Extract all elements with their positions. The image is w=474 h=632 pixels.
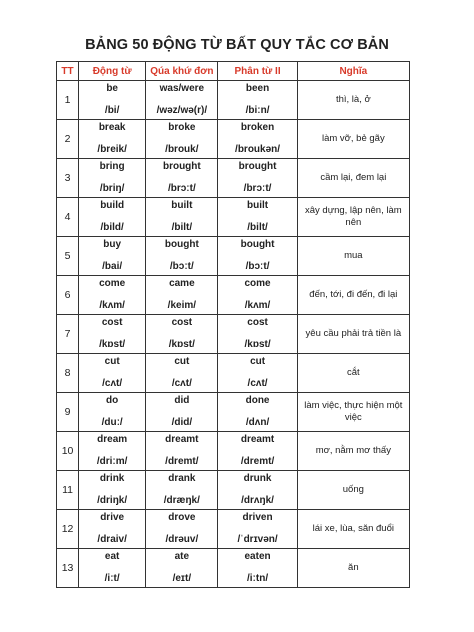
past-simple-cell xyxy=(146,159,218,198)
meaning-cell: ăn xyxy=(297,549,409,588)
past-simple-word: built xyxy=(171,199,193,211)
past-participle-cell xyxy=(218,510,297,549)
verb-cell xyxy=(79,510,146,549)
past-participle-cell xyxy=(218,354,297,393)
table-row xyxy=(57,432,410,471)
meaning-cell: thì, là, ở xyxy=(297,81,409,120)
past-participle-word: dreamt xyxy=(240,433,275,445)
past-participle-word: eaten xyxy=(244,550,271,562)
verb-ipa: /bild/ xyxy=(100,221,124,233)
past-simple-word: dreamt xyxy=(165,433,199,445)
verb-ipa: /breik/ xyxy=(97,143,127,155)
past-participle-ipa: /bilt/ xyxy=(247,221,268,233)
verb-cell xyxy=(79,198,146,237)
past-participle-cell xyxy=(218,81,297,120)
row-number: 3 xyxy=(57,159,79,198)
page-title: BẢNG 50 ĐỘNG TỪ BẤT QUY TẮC CƠ BẢN xyxy=(85,37,389,53)
verb-word: do xyxy=(106,394,119,406)
past-participle-cell xyxy=(218,120,297,159)
past-simple-word: drank xyxy=(168,472,196,484)
verb-word: dream xyxy=(97,433,128,445)
verb-word: cost xyxy=(101,316,123,328)
past-simple-ipa: /bɔːt/ xyxy=(169,260,194,272)
header-meaning: Nghĩa xyxy=(297,62,409,81)
table-row xyxy=(57,276,410,315)
past-participle-cell xyxy=(218,237,297,276)
past-simple-ipa: /cʌt/ xyxy=(171,377,192,389)
table-row xyxy=(57,549,410,588)
past-participle-word: driven xyxy=(242,511,273,523)
verb-cell xyxy=(79,471,146,510)
past-simple-word: broke xyxy=(168,121,196,133)
past-participle-cell xyxy=(218,432,297,471)
header-past-simple: Qúa khứ đơn xyxy=(146,62,218,81)
past-participle-cell xyxy=(218,276,297,315)
past-participle-word: been xyxy=(245,82,270,94)
verb-ipa: /driŋk/ xyxy=(97,494,128,506)
meaning-cell: yêu cầu phải trả tiền là xyxy=(297,315,409,354)
past-simple-cell xyxy=(146,237,218,276)
past-participle-word: cut xyxy=(250,355,266,367)
past-simple-word: was/were xyxy=(159,82,205,94)
past-simple-word: bought xyxy=(164,238,199,250)
past-participle-cell xyxy=(218,471,297,510)
table-row xyxy=(57,393,410,432)
past-simple-ipa: /brouk/ xyxy=(165,143,199,155)
past-participle-ipa: /dremt/ xyxy=(240,455,275,467)
past-simple-word: brought xyxy=(162,160,201,172)
past-participle-cell xyxy=(218,198,297,237)
past-simple-ipa: /eɪt/ xyxy=(172,572,192,584)
past-simple-word: came xyxy=(169,277,195,289)
row-number: 12 xyxy=(57,510,79,549)
past-participle-cell xyxy=(218,393,297,432)
past-simple-ipa: /wəz/wə(r)/ xyxy=(156,104,208,116)
table-row xyxy=(57,159,410,198)
verb-cell xyxy=(79,159,146,198)
verb-ipa: /draiv/ xyxy=(97,533,127,545)
past-participle-word: broken xyxy=(240,121,275,133)
header-past-participle: Phân từ II xyxy=(218,62,297,81)
verb-cell xyxy=(79,393,146,432)
verb-word: build xyxy=(100,199,125,211)
verb-ipa: /kʌm/ xyxy=(99,299,125,311)
verb-word: drive xyxy=(100,511,125,523)
past-participle-word: built xyxy=(247,199,269,211)
verb-word: bring xyxy=(99,160,125,172)
table-row xyxy=(57,198,410,237)
verb-word: buy xyxy=(103,238,122,250)
past-participle-ipa: /iːtn/ xyxy=(247,572,269,584)
meaning-cell: lái xe, lùa, săn đuổi xyxy=(297,510,409,549)
past-simple-cell xyxy=(146,315,218,354)
row-number: 4 xyxy=(57,198,79,237)
past-simple-ipa: /bilt/ xyxy=(171,221,193,233)
past-participle-ipa: /biːn/ xyxy=(245,104,270,116)
past-participle-cell xyxy=(218,549,297,588)
meaning-cell: mua xyxy=(297,237,409,276)
past-simple-ipa: /dremt/ xyxy=(165,455,199,467)
row-number: 9 xyxy=(57,393,79,432)
verb-cell xyxy=(79,120,146,159)
past-simple-cell xyxy=(146,354,218,393)
verb-ipa: /kɒst/ xyxy=(99,338,126,350)
past-simple-ipa: /did/ xyxy=(171,416,193,428)
verb-cell xyxy=(79,237,146,276)
verb-cell xyxy=(79,276,146,315)
past-simple-ipa: /keim/ xyxy=(167,299,197,311)
row-number: 1 xyxy=(57,81,79,120)
past-participle-ipa: /bɔːt/ xyxy=(245,260,270,272)
row-number: 2 xyxy=(57,120,79,159)
past-simple-ipa: /drəuv/ xyxy=(165,533,199,545)
past-simple-cell xyxy=(146,393,218,432)
table-row xyxy=(57,81,410,120)
past-participle-ipa: /cʌt/ xyxy=(247,377,268,389)
header-verb: Động từ xyxy=(79,62,146,81)
past-participle-word: cost xyxy=(247,316,268,328)
verb-cell xyxy=(79,315,146,354)
verb-ipa: /bai/ xyxy=(102,260,123,272)
past-simple-cell xyxy=(146,276,218,315)
row-number: 5 xyxy=(57,237,79,276)
past-participle-ipa: /brɔːt/ xyxy=(243,182,272,194)
past-simple-cell xyxy=(146,432,218,471)
past-simple-word: drove xyxy=(168,511,196,523)
row-number: 8 xyxy=(57,354,79,393)
verb-ipa: /briŋ/ xyxy=(99,182,125,194)
verb-cell xyxy=(79,354,146,393)
table-row xyxy=(57,120,410,159)
verb-word: eat xyxy=(104,550,120,562)
table-row xyxy=(57,510,410,549)
row-number: 10 xyxy=(57,432,79,471)
past-simple-cell xyxy=(146,510,218,549)
row-number: 11 xyxy=(57,471,79,510)
verb-cell xyxy=(79,432,146,471)
verb-word: be xyxy=(106,82,118,94)
past-simple-cell xyxy=(146,549,218,588)
verb-ipa: /duː/ xyxy=(101,416,123,428)
meaning-cell: làm việc, thực hiện một việc xyxy=(297,393,409,432)
past-simple-word: ate xyxy=(174,550,190,562)
table-row xyxy=(57,237,410,276)
table-header-row xyxy=(57,62,410,81)
past-simple-ipa: /kɒst/ xyxy=(168,338,195,350)
verb-ipa: /driːm/ xyxy=(96,455,128,467)
verb-ipa: /iːt/ xyxy=(104,572,120,584)
row-number: 6 xyxy=(57,276,79,315)
past-simple-cell xyxy=(146,81,218,120)
past-participle-ipa: /broukən/ xyxy=(235,143,281,155)
past-participle-ipa: /ˈdrɪvən/ xyxy=(237,533,278,545)
past-simple-ipa: /dræŋk/ xyxy=(163,494,200,506)
past-simple-word: cut xyxy=(174,355,190,367)
header-tt: TT xyxy=(57,62,79,81)
meaning-cell: cầm lại, đem lại xyxy=(297,159,409,198)
past-participle-word: done xyxy=(245,394,270,406)
table-row xyxy=(57,315,410,354)
past-participle-word: come xyxy=(244,277,271,289)
meaning-cell: cắt xyxy=(297,354,409,393)
past-participle-ipa: /kɒst/ xyxy=(244,338,271,350)
verb-word: come xyxy=(99,277,126,289)
past-simple-ipa: /brɔːt/ xyxy=(167,182,196,194)
past-participle-word: bought xyxy=(240,238,275,250)
past-participle-ipa: /dʌn/ xyxy=(245,416,270,428)
past-simple-word: did xyxy=(174,394,190,406)
meaning-cell: mơ, nằm mơ thấy xyxy=(297,432,409,471)
verb-word: cut xyxy=(104,355,120,367)
past-participle-cell xyxy=(218,159,297,198)
verb-cell xyxy=(79,81,146,120)
verb-ipa: /cʌt/ xyxy=(102,377,123,389)
past-simple-word: cost xyxy=(171,316,193,328)
verb-word: break xyxy=(98,121,126,133)
past-participle-word: brought xyxy=(238,160,277,172)
past-participle-ipa: /kʌm/ xyxy=(244,299,271,311)
verb-word: drink xyxy=(99,472,125,484)
table-body xyxy=(57,81,410,588)
meaning-cell: làm vỡ, bẻ gãy xyxy=(297,120,409,159)
table-row xyxy=(57,471,410,510)
past-participle-ipa: /drʌŋk/ xyxy=(241,494,274,506)
meaning-cell: đến, tới, đi đến, đi lại xyxy=(297,276,409,315)
row-number: 13 xyxy=(57,549,79,588)
irregular-verbs-table xyxy=(56,61,410,588)
meaning-cell: uống xyxy=(297,471,409,510)
past-participle-word: drunk xyxy=(243,472,272,484)
past-simple-cell xyxy=(146,198,218,237)
meaning-cell: xây dựng, lập nên, làm nên xyxy=(297,198,409,237)
verb-cell xyxy=(79,549,146,588)
table-row xyxy=(57,354,410,393)
row-number: 7 xyxy=(57,315,79,354)
verb-ipa: /bi/ xyxy=(104,104,120,116)
past-simple-cell xyxy=(146,120,218,159)
past-participle-cell xyxy=(218,315,297,354)
past-simple-cell xyxy=(146,471,218,510)
